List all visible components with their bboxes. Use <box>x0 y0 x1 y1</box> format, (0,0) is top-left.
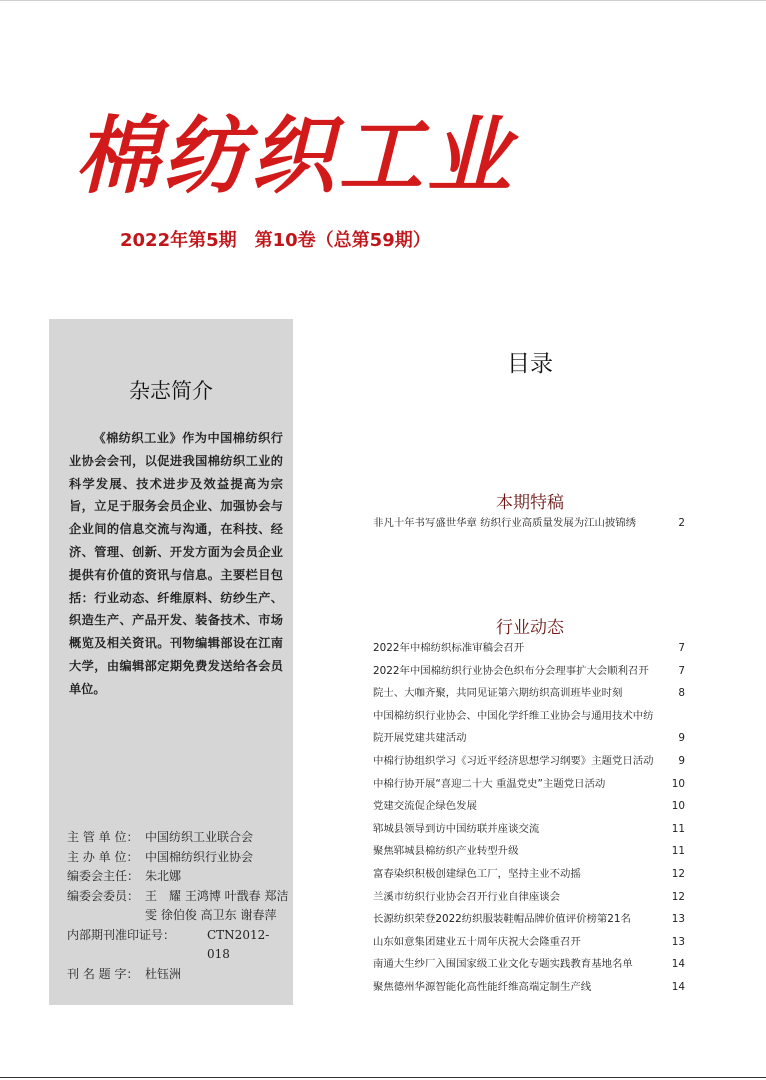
meta-value: CTN2012-018 <box>207 927 270 961</box>
toc-item-page: 13 <box>671 935 685 948</box>
toc-item-title: 南通大生纱厂入围国家级工业文化专题实践教育基地名单 <box>373 958 633 971</box>
toc-item[interactable] <box>373 818 691 841</box>
toc-item[interactable] <box>373 773 691 796</box>
toc-item[interactable] <box>373 840 691 863</box>
meta-row-permit <box>67 926 289 965</box>
meta-label: 内部期刊准印证号： <box>67 927 176 942</box>
toc-item[interactable] <box>373 727 691 750</box>
sidebar-panel <box>49 319 293 1005</box>
meta-row-calligraphy <box>67 965 289 985</box>
toc-list-news <box>373 637 691 999</box>
toc-item[interactable] <box>373 863 691 886</box>
toc-item-title: 院开展党建共建活动 <box>373 732 467 745</box>
section-title-feature: 本期特稿 <box>496 493 564 513</box>
toc-item[interactable] <box>373 931 691 954</box>
toc-item[interactable] <box>373 795 691 818</box>
toc-item-page: 11 <box>671 822 685 835</box>
journal-masthead: 棉纺织工业 <box>69 106 535 205</box>
toc-item[interactable] <box>373 512 691 535</box>
meta-label: 主 管 单 位： <box>67 830 139 844</box>
toc-item-page: 12 <box>671 890 685 903</box>
toc-item-page: 8 <box>678 687 685 700</box>
toc-item-title: 富春染织积极创建绿色工厂，坚持主业不动摇 <box>373 867 581 880</box>
section-title-news: 行业动态 <box>496 618 564 638</box>
toc-item-title: 2022年中棉纺织标准审稿会召开 <box>373 642 525 654</box>
toc-title: 目录 <box>507 351 553 377</box>
toc-item[interactable] <box>373 750 691 773</box>
toc-item-page: 9 <box>678 754 685 767</box>
meta-label: 主 办 单 位： <box>67 849 139 864</box>
toc-item[interactable] <box>373 705 691 728</box>
toc-item-title: 山东如意集团建业五十周年庆祝大会隆重召开 <box>373 935 581 948</box>
meta-value: 中国纺织工业联合会 <box>145 830 254 844</box>
toc-item-page: 12 <box>671 867 685 880</box>
toc-item-title: 聚焦德州华源智能化高性能纤维高端定制生产线 <box>373 980 592 993</box>
toc-item-title: 非凡十年书写盛世华章 纺织行业高质量发展为江山披锦绣 <box>373 517 637 529</box>
bottom-rule <box>0 1077 766 1078</box>
toc-item-page: 10 <box>671 777 685 790</box>
toc-list-feature <box>373 512 691 535</box>
toc-item-title: 中棉行协组织学习《习近平经济思想学习纲要》主题党日活动 <box>373 754 654 767</box>
toc-item-page: 7 <box>678 642 685 654</box>
toc-item-title: 郓城县领导到访中国纺联并座谈交流 <box>373 822 540 835</box>
toc-item-page: 13 <box>671 913 685 926</box>
toc-item-title: 兰溪市纺织行业协会召开行业自律座谈会 <box>373 890 561 903</box>
toc-item-title: 院士、大咖齐聚，共同见证第六期纺织高训班毕业时刻 <box>373 687 623 700</box>
top-rule <box>0 0 766 1</box>
toc-item-title: 中国棉纺织行业协会、中国化学纤维工业协会与通用技术中纺 <box>373 709 654 722</box>
toc-item-title: 党建交流促企绿色发展 <box>373 800 477 813</box>
toc-item[interactable] <box>373 886 691 909</box>
toc-item-page: 2 <box>678 517 685 529</box>
toc-item-title: 长源纺织荣登2022纺织服装鞋帽品牌价值评价榜第21名 <box>373 913 631 926</box>
toc-item[interactable] <box>373 660 691 683</box>
meta-row-sponsor <box>67 848 289 868</box>
masthead-info <box>67 828 289 984</box>
meta-label: 编委会委员： <box>67 888 140 903</box>
meta-label: 刊 名 题 字： <box>67 966 139 981</box>
toc-item-page: 14 <box>671 958 685 971</box>
toc-item-page: 11 <box>671 845 685 858</box>
meta-row-chair <box>67 867 289 887</box>
meta-value: 中国棉纺织行业协会 <box>145 849 254 864</box>
meta-value: 王 耀 王鸿博 叶戬春 郑洁雯 徐伯俊 高卫东 谢春萍 <box>145 888 289 922</box>
toc-item-title: 中棉行协开展“喜迎二十大 重温党史”主题党日活动 <box>373 777 606 790</box>
meta-row-supervisor <box>67 828 289 848</box>
journal-intro: 《棉纺织工业》作为中国棉纺织行业协会会刊，以促进我国棉纺织工业的科学发展、技术进步及效益提高为宗旨，立足于服务会员企业、加强协会与企业间的信息交流与沟通，在科技、经济、管理、创新、开发方面为会员企业提供有价值的资讯与信息。主要栏目包括：行业动态、纤维原料、纺纱生产、织造生产、产品开发、装备技术、市场概览及相关资讯。刊物编辑部设在江南大学，由编辑部定期免费发送给各会员单位。 <box>69 431 283 696</box>
sidebar-title: 杂志简介 <box>129 379 213 403</box>
meta-value: 朱北娜 <box>145 869 182 883</box>
toc-item[interactable] <box>373 637 691 660</box>
toc-item-title: 聚焦郓城县棉纺织产业转型升级 <box>373 845 519 858</box>
toc-item[interactable] <box>373 908 691 931</box>
issue-line: 2022年第5期 第10卷（总第59期） <box>120 230 431 251</box>
toc-item-page: 10 <box>671 800 685 813</box>
meta-label: 编委会主任： <box>67 869 140 883</box>
toc-item-page: 14 <box>671 980 685 993</box>
toc-item-page: 9 <box>678 732 685 745</box>
toc-item-page: 7 <box>678 664 685 677</box>
meta-value: 杜钰洲 <box>145 966 182 981</box>
toc-item-title: 2022年中国棉纺织行业协会色织布分会理事扩大会顺利召开 <box>373 664 649 677</box>
toc-item[interactable] <box>373 976 691 999</box>
meta-row-members <box>67 887 289 926</box>
toc-item[interactable] <box>373 953 691 976</box>
toc-item[interactable] <box>373 682 691 705</box>
